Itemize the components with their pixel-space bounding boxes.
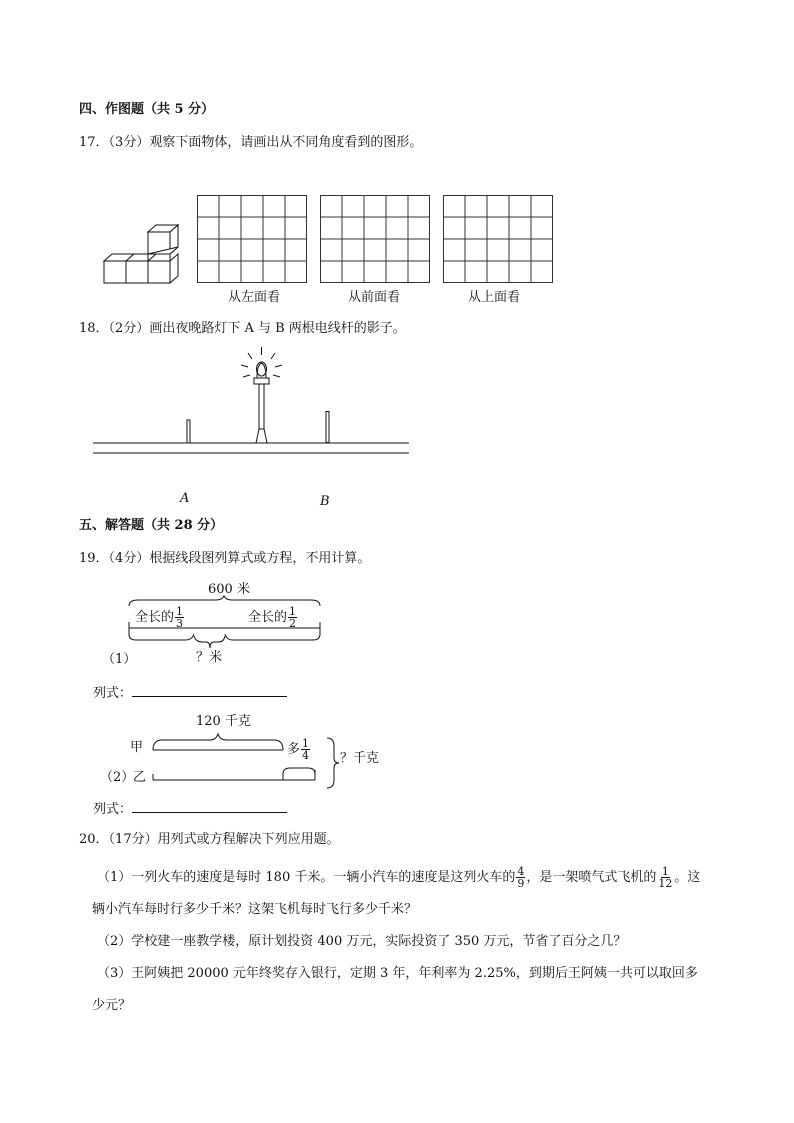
pole-a-label: A [180, 491, 190, 506]
q20-part2: （2）学校建一座教学楼，原计划投资 400 万元，实际投资了 350 万元，节省了百分之几？ [97, 934, 627, 949]
row-yi-label: 乙 [133, 770, 147, 785]
question-17-text: 17．（3分）观察下面物体，请画出从不同角度看到的图形。 [79, 135, 423, 150]
section-title-4: 四、作图题（共 5 分） [79, 102, 215, 117]
question-18-text: 18．（2分）画出夜晚路灯下 A 与 B 两根电线杆的影子。 [79, 321, 406, 336]
question-19-text: 19．（4分）根据线段图列算式或方程，不用计算。 [79, 551, 371, 566]
section-title-5: 五、解答题（共 28 分） [79, 518, 224, 533]
q20-part3-line1: （3）王阿姨把 20000 元年终奖存入银行，定期 3 年，年利率为 2.25%，到期后王阿姨一共可以取回多 [97, 966, 698, 981]
q20-part3-line2: 少元？ [92, 998, 132, 1013]
part2-unknown-label: ？千克 [340, 751, 380, 766]
part1-index: （1） [102, 652, 137, 667]
total-length-label: 600 米 [208, 582, 250, 597]
street-lamp-figure [93, 345, 413, 485]
part1-unknown-label: ？米 [196, 650, 223, 665]
label-top-view: 从上面看 [468, 290, 521, 305]
grid-left-view [197, 195, 307, 283]
row-jia-label: 甲 [130, 740, 144, 755]
label-left-view: 从左面看 [228, 290, 281, 305]
question-20-text: 20．（17分）用列式或方程解决下列应用题。 [79, 832, 340, 847]
part2-index: （2） [100, 770, 135, 785]
cube-solid-figure [90, 222, 200, 292]
jia-amount-label: 120 千克 [196, 714, 251, 729]
grid-top-view [443, 195, 553, 283]
grid-front-view [320, 195, 430, 283]
left-part-label: 全长的 $\frac{1}{3}$ [135, 605, 184, 630]
pole-b [325, 411, 331, 443]
right-part-label: 全长的 $\frac{1}{2}$ [248, 605, 297, 630]
more-fraction-label: 多 $\frac{1}{4}$ [287, 737, 310, 762]
q20-part1-line2: 辆小汽车每时行多少千米？这架飞机每时飞行多少千米？ [92, 902, 418, 917]
label-front-view: 从前面看 [348, 290, 401, 305]
q20-part1-line1: （1）一列火车的速度是每时 180 千米。一辆小汽车的速度是这列火车的 $\frac{4}{9}$ ，是一架喷气式飞机的 $\frac{1}{12}$ 。这 [97, 865, 701, 890]
pole-b-label: B [320, 494, 330, 509]
formula-line-2: 列式： [93, 800, 287, 818]
formula-line-1: 列式： [93, 684, 287, 702]
